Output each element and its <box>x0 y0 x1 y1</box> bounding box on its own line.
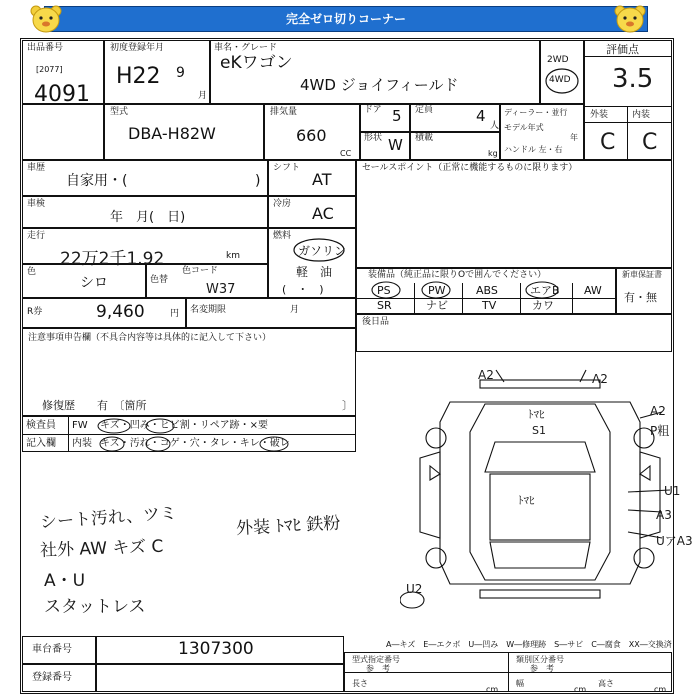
lot-number-label: 出品番号 <box>27 43 64 53</box>
equip-ps: PS <box>377 284 391 297</box>
usage-type-value: 自家用・( <box>66 173 128 189</box>
mark-hood-paint: ﾄﾏﾋ <box>528 408 545 421</box>
fuel-diesel: 軽 油 <box>296 265 333 279</box>
equip-navi: ナビ <box>426 299 448 312</box>
mark-u-a3: UアA3 <box>656 534 693 548</box>
car-grade: 4WD ジョイフィールド <box>300 76 459 94</box>
capacity-value: 4 <box>476 107 486 125</box>
mark-rough-paint: P粗 <box>650 424 670 438</box>
cc-unit: CC <box>340 149 352 158</box>
equip-aw: AW <box>584 284 602 297</box>
model-code: DBA-H82W <box>128 124 216 143</box>
width-label: 幅 <box>516 679 524 688</box>
lot-number-small: [2077] <box>36 65 63 74</box>
car-name-label: 車名・グレード <box>214 43 278 53</box>
equip-circles <box>366 276 616 298</box>
warranty-value: 有・無 <box>624 291 657 304</box>
doors-label: ドア <box>364 105 382 115</box>
equip-row-divider <box>356 298 616 299</box>
handle-label: ハンドル 左・右 <box>504 145 563 154</box>
kg-unit: kg <box>488 149 498 158</box>
inspection-label: 車検 <box>27 199 46 209</box>
transfer-month: 月 <box>290 305 300 315</box>
inspect-row-head-2: 内装 <box>72 438 92 449</box>
exterior-label: 外装 <box>590 110 609 120</box>
mark-a3: A3 <box>656 508 672 522</box>
note-right: 外装 ﾄﾏﾋ 鉄粉 <box>235 513 341 539</box>
exterior-score: C <box>600 130 616 155</box>
score-cell <box>584 40 672 160</box>
mark-hood-s1: S1 <box>532 424 546 437</box>
mark-roof-paint: ﾄﾏﾋ <box>518 494 535 507</box>
color-code-label: 色コード <box>182 266 219 276</box>
registration-month: 9 <box>176 65 185 81</box>
ac-value: AC <box>312 204 334 223</box>
repair-history: 修復歴 有 〔箇所 <box>42 399 147 412</box>
equip-tv: TV <box>482 299 497 312</box>
mark-a2-front-right: A2 <box>592 372 608 386</box>
recycle-value: 9,460 <box>96 302 145 322</box>
equipment-label: 装備品（純正品に限りOで囲んでください） <box>368 270 547 280</box>
reference-label-1: 参 考 <box>366 664 390 673</box>
sales-point-cell <box>356 160 672 268</box>
equip-abs: ABS <box>476 284 498 297</box>
car-name: eKワゴン <box>220 53 293 73</box>
equip-airbag: エアB <box>530 284 560 297</box>
entry-label: 記入欄 <box>26 438 56 449</box>
inspect-row-1: キズ・凹み・ヒビ割・リペア跡・×要 <box>100 420 268 431</box>
usage-type-cell <box>22 160 268 196</box>
shift-label: シフト <box>273 163 301 173</box>
km-unit: km <box>226 251 240 261</box>
mark-a2-front-left: A2 <box>478 368 494 382</box>
ac-label: 冷房 <box>273 199 292 209</box>
length-unit: cm <box>486 685 499 694</box>
lot-number: 4091 <box>34 82 90 107</box>
inspect-row-head-1: FW <box>72 420 88 431</box>
interior-score: C <box>642 130 658 155</box>
displacement-label: 排気量 <box>270 107 298 117</box>
score-divider-3 <box>584 122 672 123</box>
usage-type-close: ) <box>255 173 261 189</box>
persons-unit: 人 <box>490 121 500 131</box>
bear-mascot-right-icon <box>612 4 648 34</box>
later-items-cell <box>356 314 672 352</box>
height-label: 高さ <box>598 679 614 688</box>
damage-legend: A―キズ E―エクボ U―凹み W―修理跡 S―サビ C―腐食 XX―交換済 <box>386 640 672 649</box>
sales-point-label: セールスポイント（正常に機能するものに限ります） <box>362 163 578 173</box>
score-mid-divider <box>627 106 628 160</box>
mark-u1: U1 <box>664 484 681 498</box>
color-value: シロ <box>80 275 108 291</box>
banner-border <box>44 6 648 32</box>
inspect-circles <box>96 415 326 453</box>
note-line-4: スタットレス <box>44 597 146 617</box>
model-designation-label: 型式指定番号 <box>352 655 400 664</box>
height-unit: cm <box>654 685 667 694</box>
displacement-value: 660 <box>296 126 327 145</box>
bear-mascot-left-icon <box>28 4 64 34</box>
model-label: 型式 <box>110 107 129 117</box>
shape-label: 形状 <box>364 133 383 143</box>
first-registration-label: 初度登録年月 <box>110 43 165 53</box>
chassis-label: 車台番号 <box>32 644 72 655</box>
usage-type-label: 車歴 <box>27 163 46 173</box>
chassis-number: 1307300 <box>178 639 254 659</box>
declaration-label: 注意事項申告欄（不具合内容等は具体的に記入して下さい） <box>28 333 272 343</box>
inspector-col-divider <box>68 416 69 452</box>
width-unit: cm <box>574 685 587 694</box>
year-suffix: 年 <box>570 133 578 142</box>
mark-a2-side: A2 <box>650 404 666 418</box>
fuel-label: 燃料 <box>273 231 292 241</box>
yen-unit: 円 <box>170 309 180 319</box>
fuel-gasoline: ガソリン <box>298 244 347 258</box>
shift-value: AT <box>312 170 332 189</box>
equip-pw: PW <box>428 284 446 297</box>
reference-row-divider <box>344 672 672 673</box>
car-damage-diagram <box>400 362 680 622</box>
inspector-label: 検査員 <box>26 420 56 431</box>
repair-history-close: 〕 <box>342 399 353 412</box>
warranty-label: 新車保証書 <box>622 270 662 279</box>
shape-value: W <box>388 136 403 154</box>
dealer-label: ディーラー・並行 <box>504 108 568 117</box>
note-line-2: 社外 AW キズ C <box>39 536 164 561</box>
mark-u2: U2 <box>406 582 423 596</box>
doors-value: 5 <box>392 107 402 125</box>
spacer-cell <box>22 104 104 160</box>
mileage-label: 走行 <box>27 231 46 241</box>
score-divider-2 <box>584 106 672 107</box>
mileage-value: 22万2千1.92 <box>60 249 165 269</box>
capacity-label: 定員 <box>415 105 434 115</box>
drive-4wd-label: 4WD <box>549 75 571 85</box>
evaluation-score: 3.5 <box>612 64 654 94</box>
equip-sr: SR <box>377 299 392 312</box>
reference-label-2: 参 考 <box>530 664 554 673</box>
banner: 完全ゼロ切りコーナー <box>44 6 648 32</box>
drive-2wd-label: 2WD <box>547 55 569 65</box>
score-divider <box>584 56 672 57</box>
inspection-value: 年 月( 日) <box>110 210 186 225</box>
fuel-paren: ( ・ ) <box>282 283 324 296</box>
score-label: 評価点 <box>606 43 639 56</box>
payload-label: 積載 <box>415 133 434 143</box>
interior-label: 内装 <box>632 110 651 120</box>
color-change-label: 色替 <box>150 275 169 285</box>
recycle-label: R券 <box>27 307 43 317</box>
registration-era-year: H22 <box>116 64 161 89</box>
inspect-row-2: キズ・汚れ・コゲ・穴・タレ・キレ・破レ <box>100 438 290 449</box>
length-label: 長さ <box>352 679 368 688</box>
note-line-1: シート汚れ、ツミ <box>39 503 178 533</box>
note-line-3: A・U <box>44 571 86 591</box>
month-suffix: 月 <box>198 91 208 101</box>
transfer-label: 名変期限 <box>190 305 227 315</box>
category-label: 類別区分番号 <box>516 655 564 664</box>
later-items-label: 後日品 <box>362 317 390 327</box>
registration-value-cell <box>96 664 344 692</box>
equip-leather: カワ <box>532 299 554 312</box>
color-label: 色 <box>27 267 37 277</box>
registration-label: 登録番号 <box>32 672 72 683</box>
color-code-value: W37 <box>206 282 236 297</box>
model-year-label: モデル年式 <box>504 123 544 132</box>
